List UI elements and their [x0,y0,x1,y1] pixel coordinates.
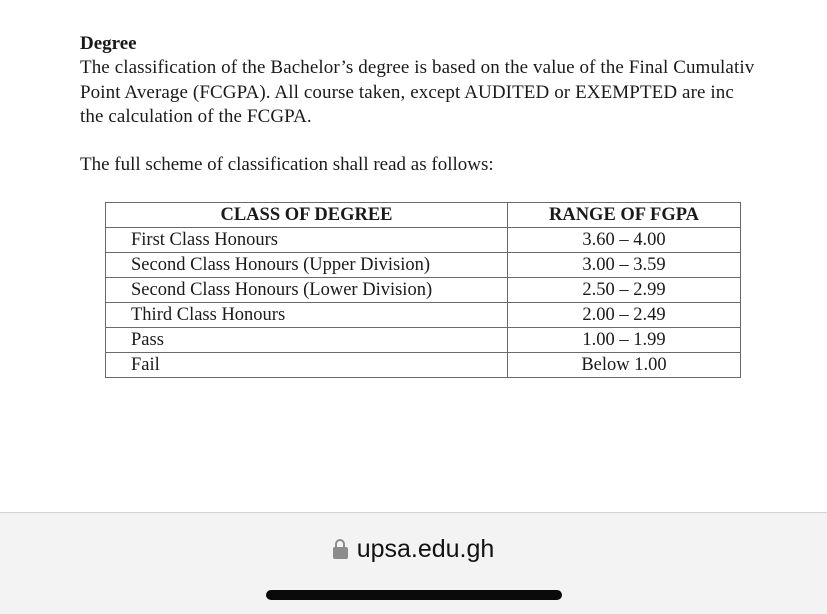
class-cell: Second Class Honours (Lower Division) [106,278,508,303]
address-bar[interactable] [0,535,827,567]
range-cell: 2.50 – 2.99 [508,278,741,303]
home-indicator[interactable] [266,590,562,600]
class-cell: Second Class Honours (Upper Division) [106,253,508,278]
header-range-of-fgpa: RANGE OF FGPA [508,203,741,228]
scheme-intro: The full scheme of classification shall read as follows: [80,154,494,175]
browser-bottom-bar [0,512,827,614]
url-text[interactable]: upsa.edu.gh [356,535,495,563]
table-row [106,253,741,278]
table-row [106,278,741,303]
paragraph-line-3: the calculation of the FCGPA. [80,106,312,127]
range-cell: 2.00 – 2.49 [508,303,741,328]
classification-table [105,202,741,378]
table-header-row [106,203,741,228]
range-cell: 1.00 – 1.99 [508,328,741,353]
header-class-of-degree: CLASS OF DEGREE [106,203,508,228]
range-cell: 3.60 – 4.00 [508,228,741,253]
class-cell: First Class Honours [106,228,508,253]
range-cell: Below 1.00 [508,353,741,378]
table-row [106,228,741,253]
paragraph-line-1: The classification of the Bachelor’s degree is based on the value of the Final Cumulativ [80,57,755,78]
range-cell: 3.00 – 3.59 [508,253,741,278]
paragraph-line-2: Point Average (FCGPA). All course taken, except AUDITED or EXEMPTED are inc [80,82,734,103]
section-heading: Degree [80,33,137,54]
class-cell: Third Class Honours [106,303,508,328]
table-row [106,303,741,328]
table-row [106,328,741,353]
table-row [106,353,741,378]
class-cell: Pass [106,328,508,353]
class-cell: Fail [106,353,508,378]
lock-icon [333,539,348,559]
